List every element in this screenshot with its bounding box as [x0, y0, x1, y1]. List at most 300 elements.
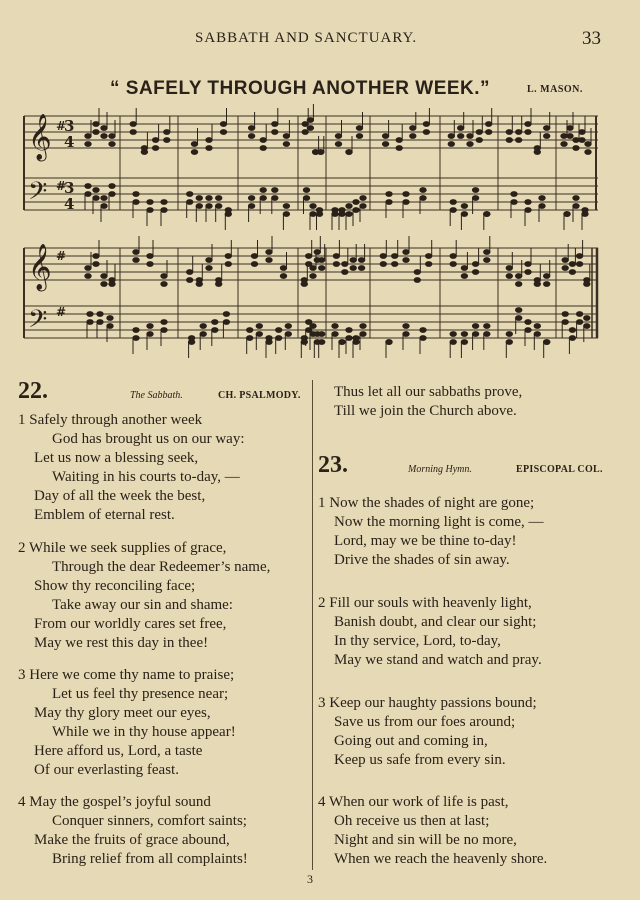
note-head — [573, 196, 579, 201]
note-head — [420, 188, 426, 193]
note-head — [346, 212, 352, 217]
verse-line: Take away our sin and shame: — [52, 597, 233, 613]
note-head — [107, 324, 113, 329]
note-head — [223, 312, 229, 317]
verse-line: Drive the shades of sin away. — [334, 552, 510, 568]
note-head — [187, 270, 193, 275]
note-head — [461, 274, 467, 279]
note-head — [516, 130, 522, 135]
note-head — [133, 336, 139, 341]
note-head — [318, 150, 324, 155]
verse-line: Lord, may we be thine to-day! — [334, 533, 517, 549]
column-divider — [312, 380, 313, 870]
note-head — [423, 130, 429, 135]
verse-line: Of our everlasting feast. — [34, 762, 179, 778]
note-head — [516, 308, 522, 313]
note-head — [382, 134, 388, 139]
note-head — [484, 258, 490, 263]
note-head — [107, 316, 113, 321]
note-head — [161, 200, 167, 205]
note-head — [147, 262, 153, 267]
note-head — [476, 138, 482, 143]
svg-text:3: 3 — [64, 179, 75, 197]
note-head — [506, 332, 512, 337]
hymn-tune-source: EPISCOPAL COL. — [516, 464, 603, 475]
note-head — [342, 270, 348, 275]
svg-text:#: # — [56, 179, 67, 193]
note-head — [525, 262, 531, 267]
note-head — [569, 336, 575, 341]
hymn-number: 22. — [18, 378, 48, 404]
note-head — [101, 196, 107, 201]
verse-line: Now the morning light is come, — — [334, 514, 544, 530]
note-head — [319, 258, 325, 263]
note-head — [87, 312, 93, 317]
note-head — [133, 250, 139, 255]
note-head — [544, 282, 550, 287]
verse-line: Keep us safe from every sin. — [334, 752, 506, 768]
note-head — [251, 262, 257, 267]
note-head — [256, 324, 262, 329]
note-head — [562, 312, 568, 317]
note-head — [109, 184, 115, 189]
note-head — [283, 142, 289, 147]
verse-line: 3 Here we come thy name to praise; — [18, 667, 235, 683]
verse-line: From our worldly cares set free, — [34, 616, 227, 632]
note-head — [276, 328, 282, 333]
note-head — [161, 282, 167, 287]
note-head — [579, 138, 585, 143]
verse-line: May we stand and watch and pray. — [334, 652, 542, 668]
note-head — [272, 188, 278, 193]
note-head — [283, 134, 289, 139]
note-head — [260, 146, 266, 151]
note-head — [302, 122, 308, 127]
note-head — [85, 142, 91, 147]
note-head — [206, 266, 212, 271]
note-head — [467, 142, 473, 147]
note-head — [97, 312, 103, 317]
note-head — [216, 204, 222, 209]
note-head — [280, 274, 286, 279]
note-head — [426, 262, 432, 267]
note-head — [584, 282, 590, 287]
note-head — [266, 250, 272, 255]
svg-text:#: # — [56, 305, 67, 319]
verse-line: Till we join the Church above. — [334, 403, 517, 419]
note-head — [420, 196, 426, 201]
note-head — [534, 324, 540, 329]
note-head — [561, 142, 567, 147]
note-head — [564, 212, 570, 217]
note-head — [147, 208, 153, 213]
note-head — [544, 340, 550, 345]
note-head — [450, 262, 456, 267]
verse-line: 4 When our work of life is past, — [318, 794, 509, 810]
note-head — [248, 196, 254, 201]
note-head — [319, 266, 325, 271]
note-head — [410, 126, 416, 131]
note-head — [164, 130, 170, 135]
note-head — [101, 126, 107, 131]
note-head — [342, 262, 348, 267]
note-head — [109, 282, 115, 287]
note-head — [356, 126, 362, 131]
note-head — [584, 316, 590, 321]
verse-line: While we in thy house appear! — [52, 724, 236, 740]
hymn-tune-source: CH. PSALMODY. — [218, 390, 301, 401]
note-head — [191, 150, 197, 155]
note-head — [448, 142, 454, 147]
note-head — [346, 150, 352, 155]
note-head — [576, 312, 582, 317]
note-head — [506, 130, 512, 135]
note-head — [360, 204, 366, 209]
note-head — [260, 138, 266, 143]
note-head — [380, 254, 386, 259]
note-head — [380, 262, 386, 267]
note-head — [403, 250, 409, 255]
note-head — [212, 328, 218, 333]
verse-line: Thus let all our sabbaths prove, — [334, 384, 523, 400]
note-head — [353, 340, 359, 345]
verse-line: Show thy reconciling face; — [34, 578, 196, 594]
note-head — [164, 138, 170, 143]
note-head — [101, 282, 107, 287]
note-head — [506, 138, 512, 143]
note-head — [216, 196, 222, 201]
note-head — [576, 262, 582, 267]
note-head — [450, 332, 456, 337]
note-head — [486, 130, 492, 135]
note-head — [516, 316, 522, 321]
note-head — [506, 266, 512, 271]
note-head — [212, 320, 218, 325]
note-head — [573, 204, 579, 209]
note-head — [251, 254, 257, 259]
note-head — [200, 324, 206, 329]
note-head — [525, 200, 531, 205]
note-head — [109, 134, 115, 139]
note-head — [216, 282, 222, 287]
verse-line: 2 Fill our souls with heavenly light, — [318, 595, 532, 611]
note-head — [93, 188, 99, 193]
note-head — [266, 340, 272, 345]
composer: L. MASON. — [527, 84, 583, 95]
verse-line: Make the fruits of grace abound, — [34, 832, 230, 848]
note-head — [346, 204, 352, 209]
verse-line: When we reach the heavenly shore. — [334, 851, 548, 867]
note-head — [569, 262, 575, 267]
note-head — [333, 254, 339, 259]
note-head — [403, 324, 409, 329]
verse-line: In thy service, Lord, to-day, — [334, 633, 501, 649]
note-head — [87, 320, 93, 325]
note-head — [225, 254, 231, 259]
note-head — [461, 212, 467, 217]
note-head — [266, 258, 272, 263]
note-head — [188, 340, 194, 345]
note-head — [223, 320, 229, 325]
note-head — [534, 282, 540, 287]
note-heads — [85, 104, 591, 358]
note-head — [450, 340, 456, 345]
note-head — [461, 204, 467, 209]
note-head — [525, 320, 531, 325]
svg-text:4: 4 — [64, 133, 75, 151]
note-head — [539, 196, 545, 201]
note-head — [306, 254, 312, 259]
note-head — [472, 270, 478, 275]
note-head — [576, 320, 582, 325]
note-head — [133, 192, 139, 197]
note-head — [511, 192, 517, 197]
note-head — [392, 254, 398, 259]
note-head — [472, 332, 478, 337]
note-head — [386, 200, 392, 205]
note-head — [133, 328, 139, 333]
note-head — [562, 320, 568, 325]
note-head — [187, 278, 193, 283]
verse-line: 1 Safely through another week — [18, 412, 203, 428]
note-head — [525, 130, 531, 135]
note-head — [582, 212, 588, 217]
note-head — [525, 328, 531, 333]
note-head — [187, 200, 193, 205]
verse-line: Bring relief from all complaints! — [52, 851, 248, 867]
note-head — [152, 138, 158, 143]
note-head — [450, 200, 456, 205]
note-head — [403, 258, 409, 263]
note-head — [206, 138, 212, 143]
note-head — [358, 258, 364, 263]
note-head — [423, 122, 429, 127]
note-head — [461, 266, 467, 271]
verse-line: Save us from our foes around; — [334, 714, 516, 730]
note-head — [272, 130, 278, 135]
note-head — [109, 142, 115, 147]
note-head — [310, 324, 316, 329]
note-head — [147, 332, 153, 337]
note-head — [461, 332, 467, 337]
note-head — [467, 134, 473, 139]
note-head — [420, 336, 426, 341]
note-head — [353, 200, 359, 205]
note-head — [310, 212, 316, 217]
note-head — [584, 324, 590, 329]
note-head — [276, 336, 282, 341]
note-head — [187, 192, 193, 197]
note-head — [484, 324, 490, 329]
note-head — [534, 332, 540, 337]
note-head — [225, 212, 231, 217]
note-head — [85, 274, 91, 279]
note-head — [458, 126, 464, 131]
verse-line: God has brought us on our way: — [52, 431, 245, 447]
note-head — [511, 200, 517, 205]
note-head — [260, 188, 266, 193]
note-head — [93, 196, 99, 201]
note-head — [461, 340, 467, 345]
note-head — [516, 138, 522, 143]
note-head — [161, 274, 167, 279]
note-head — [579, 130, 585, 135]
running-header — [0, 30, 640, 52]
note-head — [562, 266, 568, 271]
note-head — [93, 254, 99, 259]
verse-line: May we rest this day in thee! — [34, 635, 209, 651]
note-head — [247, 336, 253, 341]
note-head — [472, 188, 478, 193]
note-head — [332, 324, 338, 329]
verse-line: Here afford us, Lord, a taste — [34, 743, 203, 759]
verse-line: 2 While we seek supplies of grace, — [18, 540, 227, 556]
note-head — [248, 134, 254, 139]
note-head — [161, 328, 167, 333]
page-number: 33 — [582, 28, 601, 49]
note-head — [301, 282, 307, 287]
note-head — [472, 324, 478, 329]
verse-line: Let us now a blessing seek, — [34, 450, 199, 466]
verse-line: Banish doubt, and clear our sight; — [334, 614, 537, 630]
verse-line: May thy glory meet our eyes, — [34, 705, 211, 721]
note-head — [448, 134, 454, 139]
hymn-subject: The Sabbath. — [130, 390, 183, 401]
note-head — [539, 204, 545, 209]
note-head — [386, 340, 392, 345]
note-head — [280, 266, 286, 271]
note-head — [350, 266, 356, 271]
note-head — [93, 262, 99, 267]
note-head — [225, 262, 231, 267]
note-head — [302, 130, 308, 135]
note-head — [206, 258, 212, 263]
svg-text:𝄞: 𝄞 — [28, 114, 52, 160]
svg-text:𝄞: 𝄞 — [28, 244, 52, 290]
running-title: SABBATH AND SANCTUARY. — [195, 30, 418, 46]
note-head — [101, 204, 107, 209]
note-head — [358, 266, 364, 271]
note-head — [101, 274, 107, 279]
note-head — [147, 200, 153, 205]
note-head — [196, 196, 202, 201]
note-head — [316, 212, 322, 217]
hymn-number: 23. — [318, 452, 348, 478]
note-head — [525, 208, 531, 213]
note-head — [346, 336, 352, 341]
note-head — [360, 324, 366, 329]
note-head — [585, 142, 591, 147]
note-head — [303, 196, 309, 201]
note-head — [585, 150, 591, 155]
note-head — [85, 134, 91, 139]
note-head — [576, 254, 582, 259]
verse-line: Night and sin will be no more, — [334, 832, 517, 848]
note-head — [285, 332, 291, 337]
note-head — [310, 274, 316, 279]
note-head — [420, 328, 426, 333]
note-head — [382, 142, 388, 147]
note-head — [161, 208, 167, 213]
note-head — [525, 122, 531, 127]
note-head — [85, 266, 91, 271]
note-head — [486, 122, 492, 127]
note-head — [93, 130, 99, 135]
note-head — [303, 188, 309, 193]
note-head — [335, 142, 341, 147]
note-head — [516, 274, 522, 279]
note-head — [319, 332, 325, 337]
note-head — [525, 270, 531, 275]
note-head — [392, 262, 398, 267]
note-head — [307, 118, 313, 123]
note-head — [335, 134, 341, 139]
note-head — [314, 250, 320, 255]
note-head — [567, 126, 573, 131]
note-head — [356, 134, 362, 139]
note-head — [458, 134, 464, 139]
note-head — [450, 208, 456, 213]
note-head — [220, 122, 226, 127]
note-head — [283, 212, 289, 217]
note-head — [403, 192, 409, 197]
note-head — [130, 122, 136, 127]
verse-line: Oh receive us then at last; — [334, 813, 490, 829]
note-head — [310, 266, 316, 271]
note-head — [256, 332, 262, 337]
note-head — [332, 332, 338, 337]
note-head — [200, 332, 206, 337]
verse-line: Day of all the week the best, — [34, 488, 206, 504]
note-head — [196, 282, 202, 287]
note-head — [101, 134, 107, 139]
note-head — [206, 196, 212, 201]
note-head — [544, 134, 550, 139]
verse-line: Going out and coming in, — [334, 733, 488, 749]
svg-text:𝄢: 𝄢 — [28, 305, 48, 340]
note-head — [569, 270, 575, 275]
note-head — [346, 328, 352, 333]
note-head — [573, 146, 579, 151]
note-head — [85, 192, 91, 197]
svg-text:#: # — [56, 119, 67, 133]
svg-text:4: 4 — [64, 195, 75, 213]
note-head — [410, 134, 416, 139]
note-head — [147, 324, 153, 329]
note-head — [220, 130, 226, 135]
note-head — [196, 204, 202, 209]
note-head — [310, 204, 316, 209]
note-head — [544, 274, 550, 279]
verse-line: 3 Keep our haughty passions bound; — [318, 695, 537, 711]
music-score — [0, 100, 640, 360]
note-head — [147, 254, 153, 259]
note-head — [396, 138, 402, 143]
verse-line: 1 Now the shades of night are gone; — [318, 495, 535, 511]
note-head — [396, 146, 402, 151]
note-head — [161, 320, 167, 325]
note-head — [414, 278, 420, 283]
note-head — [248, 126, 254, 131]
note-head — [353, 208, 359, 213]
note-head — [386, 192, 392, 197]
hymn-subject: Morning Hymn. — [408, 464, 472, 475]
note-head — [567, 134, 573, 139]
note-head — [301, 340, 307, 345]
note-head — [260, 196, 266, 201]
note-head — [333, 262, 339, 267]
note-head — [272, 196, 278, 201]
